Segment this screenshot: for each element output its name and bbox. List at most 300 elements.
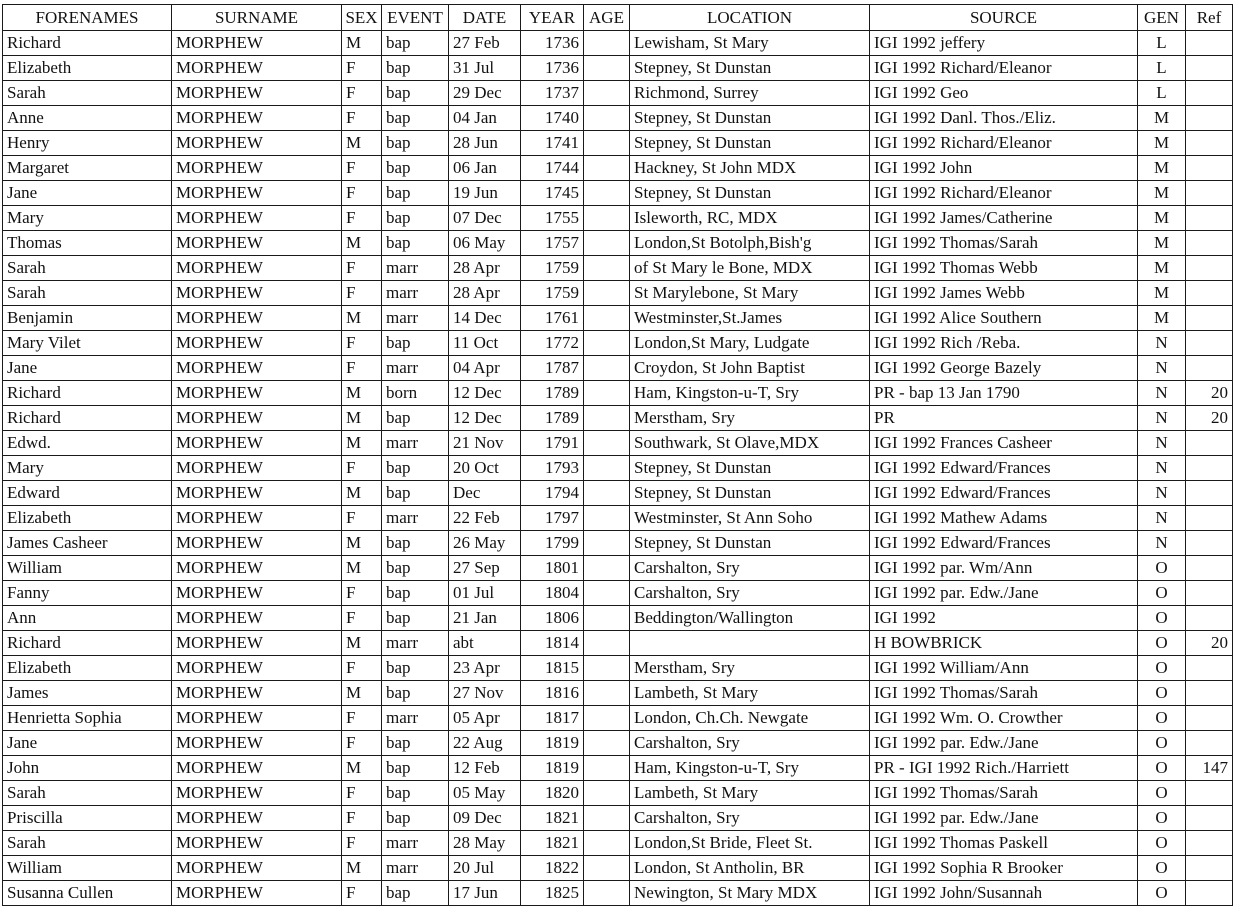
cell-year: 1820 (521, 781, 584, 806)
cell-year: 1797 (521, 506, 584, 531)
cell-event: bap (382, 756, 449, 781)
cell-date: 21 Nov (449, 431, 521, 456)
cell-age (584, 481, 630, 506)
cell-surname: MORPHEW (172, 531, 342, 556)
table-row (3, 131, 1233, 156)
cell-year: 1772 (521, 331, 584, 356)
table-row (3, 31, 1233, 56)
cell-ref (1186, 581, 1233, 606)
cell-gen: O (1138, 756, 1186, 781)
cell-age (584, 806, 630, 831)
cell-surname: MORPHEW (172, 331, 342, 356)
cell-event: bap (382, 656, 449, 681)
cell-date: 05 May (449, 781, 521, 806)
cell-event: marr (382, 506, 449, 531)
cell-ref (1186, 481, 1233, 506)
table-row (3, 781, 1233, 806)
cell-ref (1186, 181, 1233, 206)
cell-ref (1186, 431, 1233, 456)
cell-ref (1186, 356, 1233, 381)
cell-event: bap (382, 581, 449, 606)
cell-sex: F (342, 356, 382, 381)
cell-year: 1817 (521, 706, 584, 731)
cell-forenames: Anne (3, 106, 172, 131)
cell-date: 12 Dec (449, 381, 521, 406)
cell-gen: L (1138, 81, 1186, 106)
cell-forenames: James Casheer (3, 531, 172, 556)
cell-sex: F (342, 781, 382, 806)
cell-source: IGI 1992 Sophia R Brooker (870, 856, 1138, 881)
cell-date: 23 Apr (449, 656, 521, 681)
cell-source: IGI 1992 Thomas/Sarah (870, 781, 1138, 806)
cell-sex: M (342, 631, 382, 656)
cell-event: bap (382, 106, 449, 131)
cell-ref (1186, 731, 1233, 756)
cell-forenames: Henrietta Sophia (3, 706, 172, 731)
cell-age (584, 631, 630, 656)
cell-location: London,St Bride, Fleet St. (630, 831, 870, 856)
table-row (3, 356, 1233, 381)
cell-ref (1186, 231, 1233, 256)
cell-sex: M (342, 481, 382, 506)
cell-location: Stepney, St Dunstan (630, 131, 870, 156)
cell-location: Carshalton, Sry (630, 806, 870, 831)
cell-age (584, 306, 630, 331)
cell-ref (1186, 456, 1233, 481)
cell-gen: O (1138, 881, 1186, 906)
cell-sex: M (342, 131, 382, 156)
cell-date: 01 Jul (449, 581, 521, 606)
cell-year: 1814 (521, 631, 584, 656)
table-row (3, 106, 1233, 131)
cell-location: Carshalton, Sry (630, 731, 870, 756)
cell-source: IGI 1992 James Webb (870, 281, 1138, 306)
cell-age (584, 556, 630, 581)
cell-sex: M (342, 531, 382, 556)
cell-source: IGI 1992 par. Edw./Jane (870, 731, 1138, 756)
cell-age (584, 856, 630, 881)
cell-year: 1759 (521, 256, 584, 281)
cell-forenames: Sarah (3, 781, 172, 806)
cell-year: 1819 (521, 756, 584, 781)
cell-date: 04 Apr (449, 356, 521, 381)
cell-gen: M (1138, 106, 1186, 131)
cell-location: Stepney, St Dunstan (630, 456, 870, 481)
cell-event: bap (382, 331, 449, 356)
column-header-gen: GEN (1138, 5, 1186, 31)
cell-source: IGI 1992 Thomas Paskell (870, 831, 1138, 856)
cell-age (584, 106, 630, 131)
cell-forenames: Richard (3, 31, 172, 56)
cell-gen: O (1138, 556, 1186, 581)
cell-age (584, 431, 630, 456)
cell-location: Southwark, St Olave,MDX (630, 431, 870, 456)
cell-sex: F (342, 831, 382, 856)
cell-source: IGI 1992 par. Wm/Ann (870, 556, 1138, 581)
cell-event: bap (382, 181, 449, 206)
cell-surname: MORPHEW (172, 56, 342, 81)
cell-location: Lewisham, St Mary (630, 31, 870, 56)
cell-source: H BOWBRICK (870, 631, 1138, 656)
cell-sex: M (342, 381, 382, 406)
cell-ref (1186, 806, 1233, 831)
cell-ref: 20 (1186, 406, 1233, 431)
cell-sex: F (342, 581, 382, 606)
table-row (3, 606, 1233, 631)
cell-location: Westminster, St Ann Soho (630, 506, 870, 531)
cell-surname: MORPHEW (172, 506, 342, 531)
cell-age (584, 881, 630, 906)
cell-source: IGI 1992 Wm. O. Crowther (870, 706, 1138, 731)
cell-surname: MORPHEW (172, 256, 342, 281)
cell-source: IGI 1992 John/Susannah (870, 881, 1138, 906)
cell-age (584, 381, 630, 406)
column-header-sex: SEX (342, 5, 382, 31)
cell-gen: O (1138, 831, 1186, 856)
cell-age (584, 131, 630, 156)
cell-location: Westminster,St.James (630, 306, 870, 331)
cell-sex: F (342, 56, 382, 81)
cell-location: Carshalton, Sry (630, 556, 870, 581)
cell-forenames: Mary (3, 456, 172, 481)
cell-year: 1736 (521, 31, 584, 56)
cell-forenames: William (3, 556, 172, 581)
cell-sex: M (342, 306, 382, 331)
cell-source: IGI 1992 jeffery (870, 31, 1138, 56)
cell-surname: MORPHEW (172, 481, 342, 506)
cell-location: Merstham, Sry (630, 656, 870, 681)
cell-surname: MORPHEW (172, 206, 342, 231)
table-row (3, 56, 1233, 81)
cell-year: 1799 (521, 531, 584, 556)
cell-ref (1186, 156, 1233, 181)
cell-age (584, 456, 630, 481)
table-row (3, 681, 1233, 706)
cell-year: 1806 (521, 606, 584, 631)
cell-forenames: William (3, 856, 172, 881)
cell-gen: M (1138, 231, 1186, 256)
cell-forenames: Henry (3, 131, 172, 156)
cell-date: 31 Jul (449, 56, 521, 81)
cell-date: abt (449, 631, 521, 656)
cell-date: 27 Nov (449, 681, 521, 706)
cell-year: 1744 (521, 156, 584, 181)
cell-forenames: Ann (3, 606, 172, 631)
cell-source: IGI 1992 Richard/Eleanor (870, 131, 1138, 156)
cell-ref (1186, 706, 1233, 731)
cell-source: IGI 1992 Edward/Frances (870, 456, 1138, 481)
cell-source: IGI 1992 Rich /Reba. (870, 331, 1138, 356)
cell-event: bap (382, 731, 449, 756)
cell-age (584, 356, 630, 381)
cell-surname: MORPHEW (172, 181, 342, 206)
cell-year: 1791 (521, 431, 584, 456)
cell-year: 1815 (521, 656, 584, 681)
cell-ref (1186, 831, 1233, 856)
cell-location: Richmond, Surrey (630, 81, 870, 106)
cell-event: bap (382, 531, 449, 556)
table-row (3, 256, 1233, 281)
cell-sex: M (342, 756, 382, 781)
cell-year: 1821 (521, 831, 584, 856)
cell-event: marr (382, 631, 449, 656)
cell-ref (1186, 256, 1233, 281)
cell-location: Stepney, St Dunstan (630, 531, 870, 556)
cell-year: 1757 (521, 231, 584, 256)
cell-ref (1186, 506, 1233, 531)
cell-forenames: Jane (3, 356, 172, 381)
cell-age (584, 256, 630, 281)
cell-forenames: Elizabeth (3, 506, 172, 531)
cell-source: IGI 1992 Thomas/Sarah (870, 681, 1138, 706)
cell-event: bap (382, 881, 449, 906)
cell-event: marr (382, 306, 449, 331)
cell-ref (1186, 206, 1233, 231)
table-row (3, 281, 1233, 306)
cell-sex: F (342, 331, 382, 356)
cell-source: IGI 1992 John (870, 156, 1138, 181)
column-header-location: LOCATION (630, 5, 870, 31)
cell-date: 28 Jun (449, 131, 521, 156)
cell-year: 1741 (521, 131, 584, 156)
cell-location: Lambeth, St Mary (630, 681, 870, 706)
cell-sex: F (342, 706, 382, 731)
cell-event: bap (382, 131, 449, 156)
cell-event: bap (382, 781, 449, 806)
cell-gen: M (1138, 281, 1186, 306)
cell-ref (1186, 606, 1233, 631)
cell-ref (1186, 856, 1233, 881)
cell-date: 07 Dec (449, 206, 521, 231)
cell-event: bap (382, 806, 449, 831)
cell-surname: MORPHEW (172, 856, 342, 881)
cell-event: bap (382, 481, 449, 506)
cell-event: marr (382, 356, 449, 381)
table-row (3, 306, 1233, 331)
table-row (3, 81, 1233, 106)
cell-event: bap (382, 406, 449, 431)
cell-year: 1794 (521, 481, 584, 506)
cell-sex: M (342, 681, 382, 706)
cell-sex: F (342, 156, 382, 181)
cell-surname: MORPHEW (172, 756, 342, 781)
cell-sex: M (342, 431, 382, 456)
cell-event: marr (382, 856, 449, 881)
table-row (3, 531, 1233, 556)
cell-gen: O (1138, 631, 1186, 656)
cell-source: PR - IGI 1992 Rich./Harriett (870, 756, 1138, 781)
cell-gen: M (1138, 131, 1186, 156)
cell-sex: F (342, 656, 382, 681)
cell-age (584, 156, 630, 181)
cell-location: London, Ch.Ch. Newgate (630, 706, 870, 731)
column-header-ref: Ref (1186, 5, 1233, 31)
cell-surname: MORPHEW (172, 381, 342, 406)
cell-year: 1801 (521, 556, 584, 581)
cell-forenames: Priscilla (3, 806, 172, 831)
cell-forenames: Margaret (3, 156, 172, 181)
column-header-forenames: FORENAMES (3, 5, 172, 31)
cell-age (584, 731, 630, 756)
cell-ref: 147 (1186, 756, 1233, 781)
cell-date: 06 Jan (449, 156, 521, 181)
table-body (3, 31, 1233, 906)
cell-forenames: Jane (3, 181, 172, 206)
cell-age (584, 81, 630, 106)
cell-age (584, 506, 630, 531)
cell-year: 1755 (521, 206, 584, 231)
cell-forenames: Richard (3, 381, 172, 406)
cell-location: Merstham, Sry (630, 406, 870, 431)
cell-gen: O (1138, 706, 1186, 731)
cell-surname: MORPHEW (172, 356, 342, 381)
column-header-year: YEAR (521, 5, 584, 31)
cell-source: IGI 1992 par. Edw./Jane (870, 581, 1138, 606)
cell-source: IGI 1992 Frances Casheer (870, 431, 1138, 456)
table-row (3, 406, 1233, 431)
cell-location: Ham, Kingston-u-T, Sry (630, 381, 870, 406)
cell-forenames: Sarah (3, 81, 172, 106)
cell-ref: 20 (1186, 381, 1233, 406)
cell-forenames: Thomas (3, 231, 172, 256)
cell-date: 04 Jan (449, 106, 521, 131)
cell-location: Croydon, St John Baptist (630, 356, 870, 381)
cell-event: bap (382, 606, 449, 631)
cell-location: London,St Botolph,Bish'g (630, 231, 870, 256)
cell-gen: O (1138, 656, 1186, 681)
cell-age (584, 656, 630, 681)
cell-forenames: Edward (3, 481, 172, 506)
cell-age (584, 781, 630, 806)
cell-location: London, St Antholin, BR (630, 856, 870, 881)
cell-year: 1789 (521, 381, 584, 406)
cell-sex: F (342, 281, 382, 306)
cell-forenames: Mary Vilet (3, 331, 172, 356)
cell-ref (1186, 531, 1233, 556)
table-row (3, 506, 1233, 531)
table-row (3, 831, 1233, 856)
cell-surname: MORPHEW (172, 306, 342, 331)
cell-forenames: Sarah (3, 281, 172, 306)
cell-gen: O (1138, 781, 1186, 806)
cell-event: marr (382, 706, 449, 731)
cell-surname: MORPHEW (172, 456, 342, 481)
cell-location: St Marylebone, St Mary (630, 281, 870, 306)
cell-gen: N (1138, 531, 1186, 556)
cell-surname: MORPHEW (172, 631, 342, 656)
cell-ref (1186, 131, 1233, 156)
cell-ref (1186, 306, 1233, 331)
cell-source: IGI 1992 Thomas Webb (870, 256, 1138, 281)
table-row (3, 231, 1233, 256)
cell-location: Stepney, St Dunstan (630, 481, 870, 506)
cell-age (584, 31, 630, 56)
cell-source: IGI 1992 Geo (870, 81, 1138, 106)
cell-surname: MORPHEW (172, 156, 342, 181)
cell-ref (1186, 81, 1233, 106)
cell-surname: MORPHEW (172, 806, 342, 831)
cell-sex: F (342, 206, 382, 231)
cell-gen: N (1138, 506, 1186, 531)
cell-date: 11 Oct (449, 331, 521, 356)
table-row (3, 706, 1233, 731)
column-header-source: SOURCE (870, 5, 1138, 31)
cell-location: Stepney, St Dunstan (630, 56, 870, 81)
cell-forenames: Benjamin (3, 306, 172, 331)
cell-sex: F (342, 81, 382, 106)
cell-forenames: Sarah (3, 256, 172, 281)
cell-surname: MORPHEW (172, 781, 342, 806)
cell-location: Beddington/Wallington (630, 606, 870, 631)
cell-date: 29 Dec (449, 81, 521, 106)
cell-gen: M (1138, 156, 1186, 181)
cell-surname: MORPHEW (172, 81, 342, 106)
cell-date: 09 Dec (449, 806, 521, 831)
cell-date: 28 Apr (449, 256, 521, 281)
cell-surname: MORPHEW (172, 606, 342, 631)
cell-event: bap (382, 31, 449, 56)
cell-ref (1186, 656, 1233, 681)
cell-location (630, 631, 870, 656)
cell-location: Ham, Kingston-u-T, Sry (630, 756, 870, 781)
cell-age (584, 831, 630, 856)
table-row (3, 331, 1233, 356)
cell-surname: MORPHEW (172, 231, 342, 256)
cell-gen: N (1138, 406, 1186, 431)
cell-year: 1736 (521, 56, 584, 81)
cell-forenames: Elizabeth (3, 656, 172, 681)
cell-sex: M (342, 406, 382, 431)
cell-gen: M (1138, 306, 1186, 331)
cell-source: IGI 1992 George Bazely (870, 356, 1138, 381)
cell-forenames: Fanny (3, 581, 172, 606)
cell-date: 21 Jan (449, 606, 521, 631)
cell-location: Lambeth, St Mary (630, 781, 870, 806)
cell-location: London,St Mary, Ludgate (630, 331, 870, 356)
cell-sex: F (342, 731, 382, 756)
cell-source: IGI 1992 Edward/Frances (870, 481, 1138, 506)
cell-sex: M (342, 856, 382, 881)
cell-surname: MORPHEW (172, 656, 342, 681)
cell-ref (1186, 56, 1233, 81)
cell-event: bap (382, 206, 449, 231)
cell-source: IGI 1992 Alice Southern (870, 306, 1138, 331)
header-row (3, 5, 1233, 31)
cell-date: 12 Feb (449, 756, 521, 781)
cell-gen: O (1138, 581, 1186, 606)
cell-surname: MORPHEW (172, 881, 342, 906)
cell-event: marr (382, 281, 449, 306)
column-header-surname: SURNAME (172, 5, 342, 31)
cell-source: IGI 1992 par. Edw./Jane (870, 806, 1138, 831)
cell-source: IGI 1992 Edward/Frances (870, 531, 1138, 556)
cell-location: Stepney, St Dunstan (630, 106, 870, 131)
cell-age (584, 331, 630, 356)
cell-surname: MORPHEW (172, 706, 342, 731)
column-header-age: AGE (584, 5, 630, 31)
cell-date: 05 Apr (449, 706, 521, 731)
cell-ref (1186, 106, 1233, 131)
cell-ref (1186, 331, 1233, 356)
column-header-date: DATE (449, 5, 521, 31)
cell-gen: N (1138, 381, 1186, 406)
cell-sex: F (342, 106, 382, 131)
cell-gen: O (1138, 806, 1186, 831)
cell-forenames: Susanna Cullen (3, 881, 172, 906)
cell-ref (1186, 781, 1233, 806)
cell-gen: L (1138, 31, 1186, 56)
cell-surname: MORPHEW (172, 731, 342, 756)
